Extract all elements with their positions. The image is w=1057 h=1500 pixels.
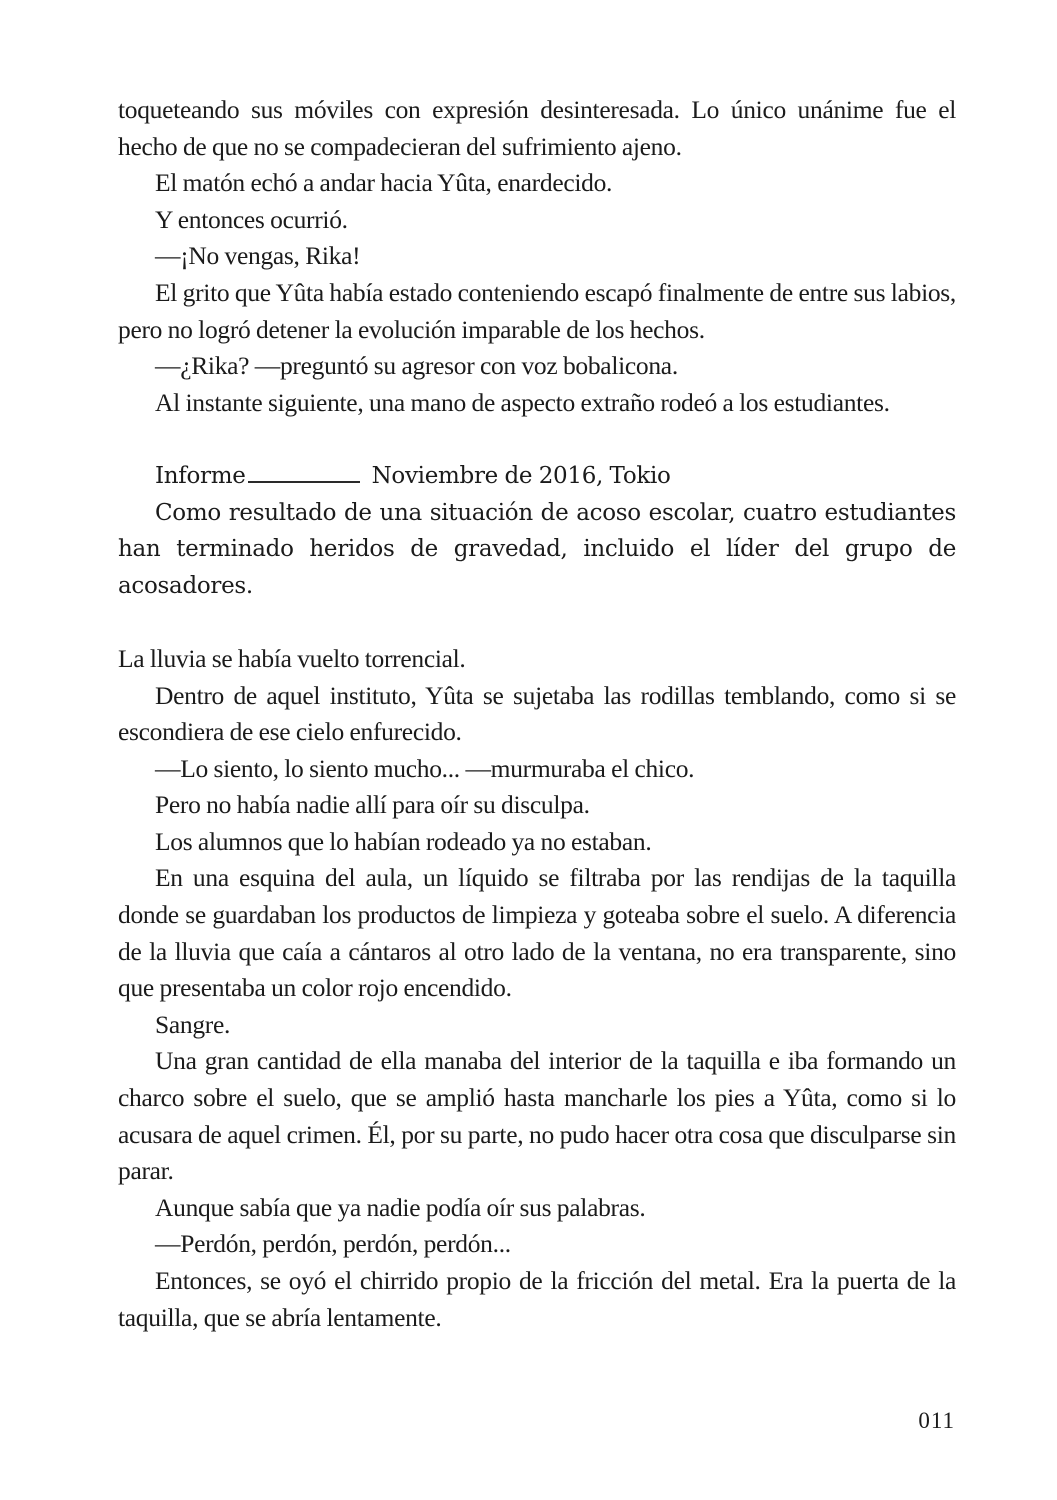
- paragraph: Y entonces ocurrió.: [155, 204, 348, 234]
- paragraph: El matón echó a andar hacia Yûta, enardecido.: [155, 168, 613, 198]
- paragraph: El grito que Yûta había estado conteniendo escapó finalmente de entre sus labios, pero no logró detener la evolución imparable de los hechos.: [118, 277, 956, 344]
- paragraph: Sangre.: [155, 1009, 231, 1039]
- report-block: [118, 458, 956, 604]
- report-underline-rule: [248, 480, 360, 483]
- paragraph: —¿Rika? —preguntó su agresor con voz bobalicona.: [155, 351, 678, 381]
- paragraph: —¡No vengas, Rika!: [155, 241, 361, 271]
- paragraph: —Perdón, perdón, perdón, perdón...: [155, 1229, 511, 1259]
- paragraph: —Lo siento, lo siento mucho... —murmuraba el chico.: [155, 753, 695, 783]
- page-number: 011: [918, 1408, 955, 1433]
- report-dateline: Noviembre de 2016, Tokio: [371, 462, 671, 489]
- paragraph: Al instante siguiente, una mano de aspecto extraño rodeó a los estudiantes.: [155, 387, 890, 417]
- paragraph: En una esquina del aula, un líquido se filtraba por las rendijas de la taquilla donde se guardaban los productos de limpieza y goteaba sobre el suelo. A diferencia de la lluvia que caía a cántaros al otro lado de la ventana, no era transparente, sino que presentaba un color rojo encendido.: [118, 863, 956, 1003]
- paragraph: Los alumnos que lo habían rodeado ya no estaban.: [155, 826, 652, 856]
- report-paragraph: Como resultado de una situación de acoso escolar, cuatro estudiantes han terminado heridos de gravedad, incluido el líder del grupo de acosadores.: [118, 499, 956, 599]
- narrative-section: [118, 641, 956, 1336]
- paragraph: Aunque sabía que ya nadie podía oír sus palabras.: [155, 1192, 646, 1222]
- paragraph: Dentro de aquel instituto, Yûta se sujetaba las rodillas temblando, como si se escondiera de ese cielo enfurecido.: [118, 680, 956, 747]
- paragraph: toqueteando sus móviles con expresión desinteresada. Lo único unánime fue el hecho de que no se compadecieran del sufrimiento ajeno.: [118, 95, 956, 161]
- paragraph: Una gran cantidad de ella manaba del interior de la taquilla e iba formando un charco sobre el suelo, que se amplió hasta mancharle los pies a Yûta, como si lo acusara de aquel crimen. Él, por su parte, no pudo hacer otra cosa que disculparse sin parar.: [118, 1046, 956, 1186]
- paragraph: La lluvia se había vuelto torrencial.: [118, 643, 466, 673]
- paragraph: Pero no había nadie allí para oír su disculpa.: [155, 790, 590, 820]
- paragraph: Entonces, se oyó el chirrido propio de la fricción del metal. Era la puerta de la taquilla, que se abría lentamente.: [118, 1266, 956, 1332]
- report-label: Informe: [155, 462, 246, 489]
- text-block: [118, 92, 956, 1336]
- report-header: [118, 458, 956, 495]
